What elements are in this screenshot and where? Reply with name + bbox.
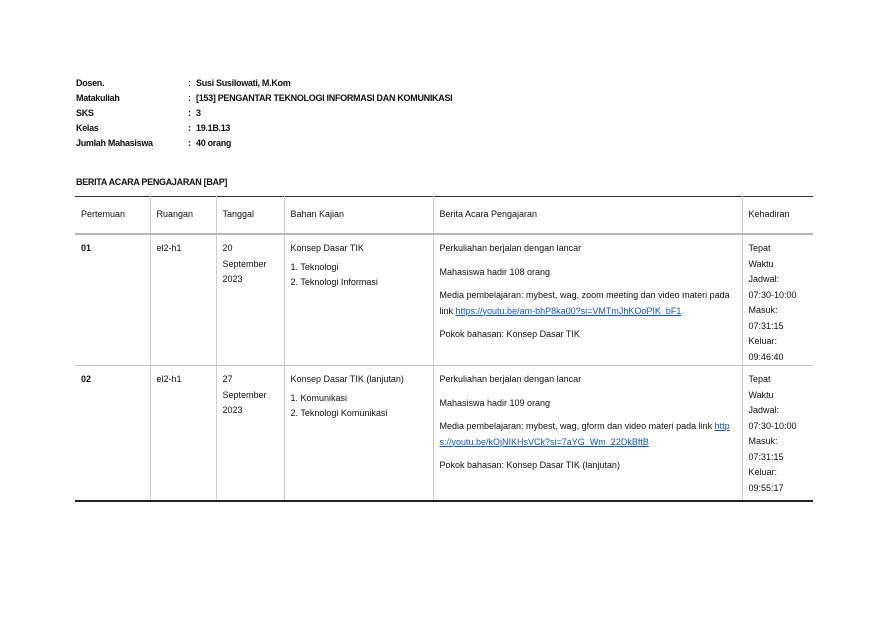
bahan-item: 2. Teknologi Informasi [290, 277, 378, 287]
berita-acara-cell [433, 366, 742, 502]
kehadiran-line: Waktu [748, 389, 774, 400]
info-row-dosen [76, 76, 452, 91]
info-row-sks [76, 106, 452, 121]
berita-status: Perkuliahan berjalan dengan lancar [439, 243, 582, 253]
berita-pokok: Pokok bahasan: Konsep Dasar TIK (lanjutan) [439, 460, 620, 470]
tanggal-cell [216, 366, 284, 502]
kehadiran-line: 09:46:40 [748, 351, 784, 362]
info-row-jumlah [76, 136, 452, 151]
bahan-item: 1. Teknologi [290, 261, 339, 272]
tanggal-month: September [222, 258, 267, 269]
colon: : [188, 78, 191, 88]
header-ruangan: Ruangan [150, 197, 216, 235]
berita-pokok: Pokok bahasan: Konsep Dasar TIK [439, 329, 580, 339]
bahan-kajian-cell [284, 234, 433, 366]
kehadiran-line: Jadwal: [748, 405, 780, 415]
berita-media [440, 419, 736, 450]
header-pertemuan: Pertemuan [75, 197, 150, 235]
header-bahan-kajian: Bahan Kajian [284, 197, 433, 235]
matakuliah-label: Matakuliah [76, 93, 120, 103]
colon: : [188, 138, 191, 148]
dosen-label: Dosen. [76, 78, 105, 88]
colon: : [188, 93, 191, 103]
pertemuan-cell: 01 [75, 234, 150, 366]
kehadiran-line: Tepat [748, 374, 771, 384]
info-row-matakuliah [76, 91, 452, 106]
header-berita-acara: Berita Acara Pengajaran [433, 197, 742, 235]
tanggal-cell [216, 234, 284, 366]
berita-acara-cell [433, 234, 742, 366]
header-tanggal: Tanggal [216, 197, 284, 235]
tanggal-day: 27 [222, 374, 233, 384]
kelas-label: Kelas [76, 123, 99, 133]
info-row-kelas [76, 121, 452, 136]
media-text: Media pembelajaran: mybest, wag, zoom meeting dan video materi pada link [439, 290, 730, 316]
kehadiran-line: 07:30-10:00 [748, 420, 797, 431]
berita-attendance: Mahasiswa hadir 109 orang [439, 397, 551, 408]
colon: : [188, 108, 191, 118]
bahan-list [291, 391, 427, 422]
tanggal-year: 2023 [222, 274, 243, 284]
pertemuan-cell: 02 [75, 366, 150, 502]
tanggal-day: 20 [222, 243, 233, 253]
ruangan-cell: el2-h1 [150, 366, 216, 502]
sks-value: 3 [196, 108, 201, 118]
header-kehadiran: Kehadiran [742, 197, 813, 235]
ruangan-cell: el2-h1 [150, 234, 216, 366]
bahan-title: Konsep Dasar TIK [290, 243, 364, 253]
media-text: Media pembelajaran: mybest, wag, gform dan video materi pada link [439, 421, 713, 431]
berita-attendance: Mahasiswa hadir 108 orang [439, 266, 551, 277]
bahan-kajian-cell [284, 366, 433, 502]
video-link[interactable]: https://youtu.be/am-bhP8ka00?si=VMTmJhKOoPIK_bF1 [455, 305, 682, 316]
kehadiran-cell [742, 366, 813, 502]
tanggal-year: 2023 [222, 405, 243, 415]
jumlah-value: 40 orang [196, 138, 232, 148]
bahan-item: 2. Teknologi Komunikasi [290, 408, 388, 418]
kehadiran-line: 07:31:15 [748, 451, 784, 462]
kehadiran-line: 07:31:15 [748, 320, 784, 331]
kehadiran-line: Tepat [748, 243, 771, 253]
kehadiran-line: Keluar: [748, 336, 778, 346]
table-row [75, 234, 813, 366]
bap-table [75, 196, 813, 502]
dosen-value: Susi Susilowati, M.Kom [196, 78, 291, 88]
table-header-row [75, 197, 813, 235]
matakuliah-value: [153] PENGANTAR TEKNOLOGI INFORMASI DAN KOMUNIKASI [196, 93, 453, 103]
berita-status: Perkuliahan berjalan dengan lancar [439, 374, 582, 384]
bahan-list [291, 260, 427, 291]
kehadiran-line: Masuk: [748, 436, 778, 446]
kehadiran-line: 07:30-10:00 [748, 289, 797, 300]
course-info [76, 76, 452, 151]
kehadiran-line: Jadwal: [748, 274, 780, 284]
kehadiran-line: Masuk: [748, 305, 778, 315]
table-row [75, 366, 813, 502]
section-title: BERITA ACARA PENGAJARAN [BAP] [76, 177, 228, 187]
jumlah-label: Jumlah Mahasiswa [76, 138, 153, 148]
berita-media [440, 288, 736, 319]
video-link[interactable]: https://youtu.be/kOjNIKHsVCk?si=7aYG_Wm_22DkBftB [439, 421, 730, 447]
sks-label: SKS [76, 108, 94, 118]
kehadiran-cell [742, 234, 813, 366]
kelas-value: 19.1B.13 [196, 123, 231, 133]
colon: : [188, 123, 191, 133]
kehadiran-line: 09:55:17 [748, 482, 784, 493]
bahan-title: Konsep Dasar TIK (lanjutan) [290, 374, 404, 384]
kehadiran-line: Waktu [748, 258, 774, 269]
tanggal-month: September [222, 389, 267, 400]
kehadiran-line: Keluar: [748, 467, 778, 477]
bahan-item: 1. Komunikasi [290, 392, 348, 403]
